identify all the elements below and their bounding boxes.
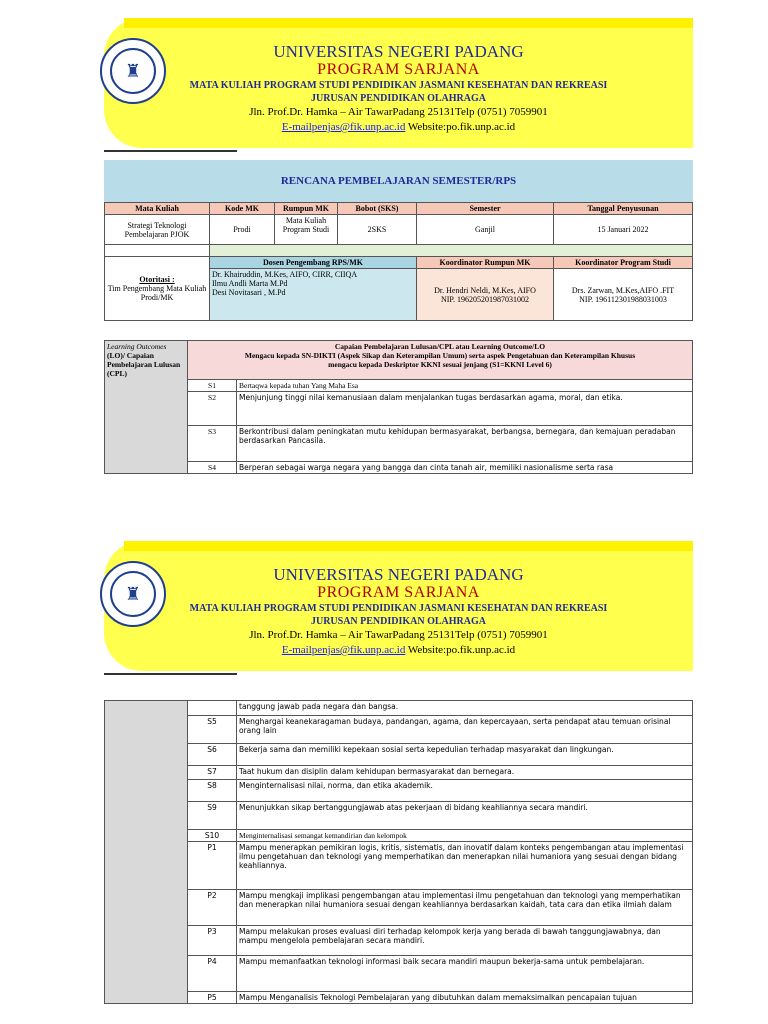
cpl-title-row: [105, 341, 693, 380]
table-row: [105, 956, 693, 992]
course-cluster: Mata Kuliah Program Studi: [275, 215, 338, 245]
col-semester: Semester: [417, 203, 554, 215]
cpl-text: tanggung jawab pada negara dan bangsa.: [237, 701, 693, 716]
koord-prodi: [554, 269, 693, 321]
cpl-text: Bekerja sama dan memiliki kepekaan sosial serta kepedulian terhadap masyarakat dan lingkungan.: [237, 744, 693, 766]
cpl-text: Mampu Menganalisis Teknologi Pembelajaran yang dibutuhkan dalam memaksimalkan pencapaian tujuan: [237, 992, 693, 1004]
cpl-text: Menginternalisasi nilai, norma, dan etika akademik.: [237, 780, 693, 802]
course-program: MATA KULIAH PROGRAM STUDI PENDIDIKAN JASMANI KESEHATAN DAN REKREASI: [189, 80, 608, 91]
table-row: [105, 744, 693, 766]
cpl-text: Menginternalisasi semangat kemandirian dan kelompok: [237, 830, 693, 842]
logo-emblem-icon: ♜: [124, 61, 142, 81]
table-row: [105, 426, 693, 462]
website-text: Website:po.fik.unp.ac.id: [405, 644, 516, 656]
spacer-row: [105, 245, 693, 257]
otoritasi-label: Otoritasi :: [139, 275, 175, 284]
rps-title: RENCANA PEMBELAJARAN SEMESTER/RPS: [104, 160, 693, 202]
table-row: [105, 780, 693, 802]
course-semester: Ganjil: [417, 215, 554, 245]
spacer-green: [210, 245, 693, 257]
cpl-code: S5: [188, 716, 237, 744]
table-row: [105, 392, 693, 426]
table-row: [105, 462, 693, 474]
cpl-side-blank: [105, 701, 188, 1004]
course-name: Strategi Teknologi Pembelajaran PJOK: [105, 215, 210, 245]
letterhead-page2: [104, 541, 693, 671]
cpl-code: S4: [188, 462, 237, 474]
program-name: PROGRAM SARJANA: [317, 584, 480, 601]
col-mata-kuliah: Mata Kuliah: [105, 203, 210, 215]
table-row: [105, 716, 693, 744]
table-row: [105, 766, 693, 780]
cpl-text: Menjunjung tinggi nilai kemanusiaan dalam menjalankan tugas berdasarkan agama, moral, dan etika.: [237, 392, 693, 426]
col-bobot: Bobot (SKS): [338, 203, 417, 215]
cpl-text: Berkontribusi dalam peningkatan mutu kehidupan bermasyarakat, berbangsa, bernegara, dan kemajuan peradaban berdasarkan Pancasila.: [237, 426, 693, 462]
address: Jln. Prof.Dr. Hamka – Air TawarPadang 25131Telp (0751) 7059901: [249, 629, 548, 641]
cpl-text: Mampu mengkaji implikasi pengembangan atau implementasi ilmu pengetahuan dan teknologi yang memperhatikan dan menerapkan nilai humaniora sesuai dengan keahliannya berdasarkan kaidah, tata cara dan etika ilmiah dalam: [237, 890, 693, 926]
cpl-text: Mampu memanfaatkan teknologi informasi baik secara mandiri maupun bekerja-sama untuk pembelajaran.: [237, 956, 693, 992]
department-name: JURUSAN PENDIDIKAN OLAHRAGA: [310, 616, 486, 627]
cpl-code: S7: [188, 766, 237, 780]
cpl-title-1: Capaian Pembelajaran Lulusan/CPL atau Learning Outcome/LO: [334, 342, 546, 351]
cpl-side-italic: Learning Outcomes: [107, 342, 167, 351]
course-code: Prodi: [210, 215, 275, 245]
program-name: PROGRAM SARJANA: [317, 61, 480, 78]
koord-rumpun-header: Koordinator Rumpun MK: [417, 257, 554, 269]
cpl-title-3: mengacu kepada Deskriptor KKNI sesuai jenjang (S1=KKNI Level 6): [328, 360, 552, 369]
website-text: Website:po.fik.unp.ac.id: [405, 121, 516, 133]
course-info-table: [104, 202, 693, 321]
cpl-code: P2: [188, 890, 237, 926]
cpl-text: Mampu menerapkan pemikiran logis, kritis, sistematis, dan inovatif dalam konteks pengembangan atau implementasi ilmu pengetahuan dan teknologi yang memperhatikan dan menerapkan nilai humaniora yang sesuai dengan bidang keahliannya.: [237, 842, 693, 890]
info-value-row: [105, 215, 693, 245]
cpl-code: S9: [188, 802, 237, 830]
cpl-title: [188, 341, 693, 380]
otoritasi-cell: [105, 257, 210, 321]
koord-prodi-name: Drs. Zarwan, M.Kes,AIFO .FIT: [571, 285, 675, 295]
letterhead-page1: [104, 18, 693, 148]
contact-line: [104, 121, 693, 133]
otoritasi-value: Tim Pengembang Mata Kuliah Prodi/MK: [107, 284, 207, 302]
email-link[interactable]: E-mailpenjas@fik.unp.ac.id: [281, 121, 406, 133]
cpl-text: Mampu melakukan proses evaluasi diri terhadap kelompok kerja yang berada di bawah tanggungjawabnya, dan mampu mengelola pembelajaran secara mandiri.: [237, 926, 693, 956]
info-header-row: [105, 203, 693, 215]
cpl-side-rest: (LO)/ Capaian Pembelajaran Lulusan (CPL): [107, 351, 181, 378]
cpl-code: S6: [188, 744, 237, 766]
header-band: [124, 541, 693, 551]
cpl-code: P5: [188, 992, 237, 1004]
cpl-code: [188, 701, 237, 716]
table-row: [105, 842, 693, 890]
otoritasi-header-row: [105, 257, 693, 269]
table-row: [105, 701, 693, 716]
cpl-table-page1: [104, 340, 693, 474]
address: Jln. Prof.Dr. Hamka – Air TawarPadang 25131Telp (0751) 7059901: [249, 106, 548, 118]
header-divider: [104, 673, 237, 675]
table-row: [105, 380, 693, 392]
cpl-code: P1: [188, 842, 237, 890]
university-name: UNIVERSITAS NEGERI PADANG: [273, 565, 524, 584]
dosen-names: [210, 269, 417, 321]
course-program: MATA KULIAH PROGRAM STUDI PENDIDIKAN JASMANI KESEHATAN DAN REKREASI: [189, 603, 608, 614]
logo-emblem-icon: ♜: [124, 584, 142, 604]
col-rumpun-mk: Rumpun MK: [275, 203, 338, 215]
university-name: UNIVERSITAS NEGERI PADANG: [273, 42, 524, 61]
koord-prodi-header: Koordinator Program Studi: [554, 257, 693, 269]
koord-rumpun-name: Dr. Hendri Neldi, M.Kes, AIFO: [434, 285, 536, 295]
table-row: [105, 890, 693, 926]
cpl-text: Menunjukkan sikap bertanggungjawab atas pekerjaan di bidang keahliannya secara mandiri.: [237, 802, 693, 830]
dosen-1: Dr. Khairuddin, M.Kes, AIFO, CIRR, CIIQA: [212, 270, 358, 279]
koord-rumpun: [417, 269, 554, 321]
contact-line: [104, 644, 693, 656]
cpl-text: Menghargai keanekaragaman budaya, pandangan, agama, dan kepercayaan, serta pendapat atau temuan orisinal orang lain: [237, 716, 693, 744]
department-name: JURUSAN PENDIDIKAN OLAHRAGA: [310, 93, 486, 104]
cpl-code: P3: [188, 926, 237, 956]
cpl-code: S3: [188, 426, 237, 462]
koord-prodi-nip: NIP. 196112301988031003: [579, 294, 667, 304]
col-tanggal: Tanggal Penyusunan: [554, 203, 693, 215]
table-row: [105, 802, 693, 830]
cpl-code: S1: [188, 380, 237, 392]
table-row: [105, 926, 693, 956]
spacer-cell: [105, 245, 210, 257]
cpl-text: Taat hukum dan disiplin dalam kehidupan bermasyarakat dan bernegara.: [237, 766, 693, 780]
cpl-code: P4: [188, 956, 237, 992]
cpl-code: S8: [188, 780, 237, 802]
table-row: [105, 830, 693, 842]
cpl-code: S10: [188, 830, 237, 842]
koord-rumpun-nip: NIP. 196205201987031002: [440, 294, 529, 304]
dosen-header: Dosen Pengembang RPS/MK: [210, 257, 417, 269]
email-link[interactable]: E-mailpenjas@fik.unp.ac.id: [281, 644, 406, 656]
cpl-text: Berperan sebagai warga negara yang bangga dan cinta tanah air, memiliki nasionalisme serta rasa: [237, 462, 693, 474]
header-divider: [104, 150, 237, 152]
cpl-text: Bertaqwa kepada tuhan Yang Maha Esa: [237, 380, 693, 392]
cpl-table-page2: [104, 700, 693, 1004]
table-row: [105, 992, 693, 1004]
header-band: [124, 18, 693, 28]
dosen-2: Ilmu Andli Marta M.Pd: [212, 279, 288, 288]
dosen-3: Desi Novitasari , M.Pd: [212, 288, 286, 297]
col-kode-mk: Kode MK: [210, 203, 275, 215]
course-date: 15 Januari 2022: [554, 215, 693, 245]
course-credits: 2SKS: [338, 215, 417, 245]
cpl-code: S2: [188, 392, 237, 426]
cpl-title-2: Mengacu kepada SN-DIKTI (Aspek Sikap dan Keterampilan Umum) serta aspek Pengetahuan dan Keterampilan Khusus: [244, 351, 636, 360]
cpl-side-label: [105, 341, 188, 474]
